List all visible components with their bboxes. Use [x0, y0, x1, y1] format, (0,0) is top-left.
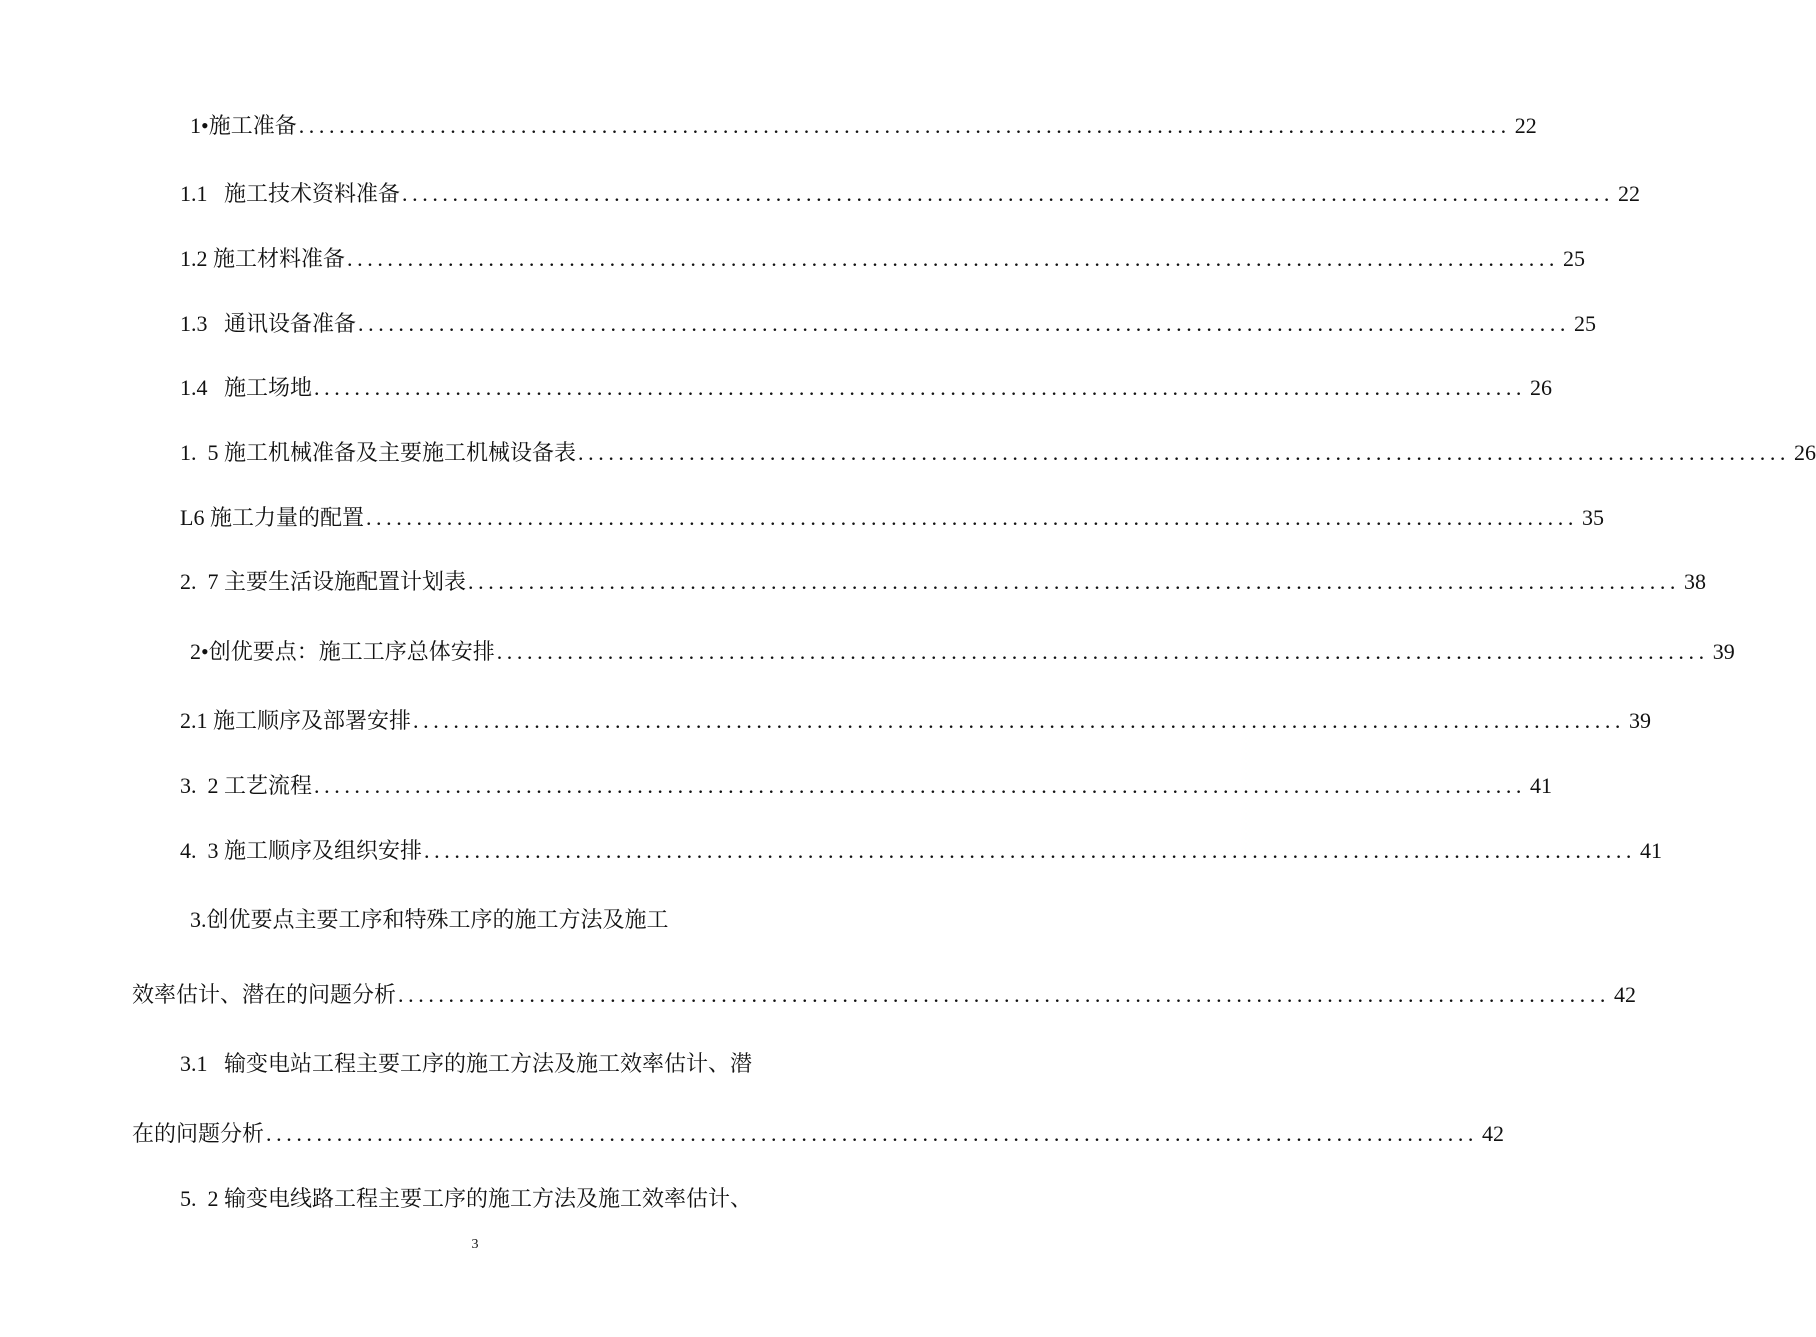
- toc-leader-dots: ........................................................................................................................: [496, 639, 1709, 664]
- toc-entry-3-1-line2: [132, 1119, 1505, 1149]
- toc-leader-dots: ........................................................................................................................: [468, 569, 1681, 594]
- toc-entry-1-3: [180, 309, 1597, 339]
- toc-label: 1.3 通讯设备准备: [180, 311, 357, 336]
- toc-leader-dots: ........................................................................................................................: [358, 311, 1571, 336]
- toc-leader-dots: ........................................................................................................................: [347, 246, 1560, 271]
- toc-leader-dots: ........................................................................................................................: [314, 773, 1527, 798]
- toc-entry-1-6: [180, 503, 1604, 533]
- toc-label: 1•施工准备: [190, 113, 297, 138]
- toc-label: 2.1 施工顺序及部署安排: [180, 708, 412, 733]
- page-number: 3: [471, 1237, 479, 1252]
- toc-entry-2-1: [180, 706, 1652, 736]
- toc-page-number: 25: [1574, 311, 1597, 336]
- toc-page-number: 35: [1581, 505, 1604, 530]
- toc-page-number: 39: [1629, 708, 1652, 733]
- toc-entry-4-3: [180, 836, 1663, 866]
- toc-label: 1.1 施工技术资料准备: [180, 181, 401, 206]
- toc-page-number: 22: [1618, 181, 1641, 206]
- toc-leader-dots: ........................................................................................................................: [413, 708, 1626, 733]
- toc-label: 3. 2 工艺流程: [180, 773, 313, 798]
- toc-label: L6 施工力量的配置: [180, 505, 364, 530]
- toc-page-number: 25: [1563, 246, 1586, 271]
- toc-label: 1.4 施工场地: [180, 375, 313, 400]
- toc-entry-3-line1: 3.创优要点主要工序和特殊工序的施工方法及施工: [190, 907, 669, 932]
- toc-entry-2: [190, 637, 1735, 667]
- toc-entry-1-5: [180, 438, 1816, 468]
- toc-page-number: 41: [1640, 838, 1663, 863]
- toc-label: 2•创优要点：施工工序总体安排: [190, 639, 495, 664]
- toc-leader-dots: ........................................................................................................................: [266, 1121, 1479, 1146]
- toc-label: 在的问题分析: [132, 1121, 265, 1146]
- toc-label: 1. 5 施工机械准备及主要施工机械设备表: [180, 440, 577, 465]
- toc-label: 效率估计、潜在的问题分析: [132, 982, 397, 1007]
- toc-page-number: 26: [1794, 440, 1816, 465]
- toc-entry-5-2-line1: 5. 2 输变电线路工程主要工序的施工方法及施工效率估计、: [180, 1186, 753, 1211]
- toc-entry-3-1-line1: 3.1 输变电站工程主要工序的施工方法及施工效率估计、潜: [180, 1051, 753, 1076]
- toc-page-number: 42: [1482, 1121, 1505, 1146]
- toc-page-number: 42: [1614, 982, 1637, 1007]
- toc-leader-dots: ........................................................................................................................: [578, 440, 1791, 465]
- toc-leader-dots: ........................................................................................................................: [365, 505, 1578, 530]
- toc-label: 1.2 施工材料准备: [180, 246, 346, 271]
- toc-page-number: 22: [1514, 113, 1537, 138]
- toc-entry-2-7: [180, 567, 1707, 597]
- toc-leader-dots: ........................................................................................................................: [424, 838, 1637, 863]
- toc-entry-3-line2: [132, 980, 1637, 1010]
- toc-leader-dots: ........................................................................................................................: [402, 181, 1615, 206]
- toc-entry-1-4: [180, 373, 1553, 403]
- toc-label: 2. 7 主要生活设施配置计划表: [180, 569, 467, 594]
- toc-entry-3-2: [180, 771, 1553, 801]
- toc-entry-1: [190, 111, 1537, 141]
- toc-page-number: 26: [1530, 375, 1553, 400]
- toc-entry-1-2: [180, 244, 1586, 274]
- toc-page-number: 39: [1712, 639, 1735, 664]
- toc-leader-dots: ........................................................................................................................: [298, 113, 1511, 138]
- toc-page-number: 38: [1684, 569, 1707, 594]
- toc-leader-dots: ........................................................................................................................: [398, 982, 1611, 1007]
- toc-page-number: 41: [1530, 773, 1553, 798]
- toc-entry-1-1: [180, 179, 1641, 209]
- toc-leader-dots: ........................................................................................................................: [314, 375, 1527, 400]
- toc-label: 4. 3 施工顺序及组织安排: [180, 838, 423, 863]
